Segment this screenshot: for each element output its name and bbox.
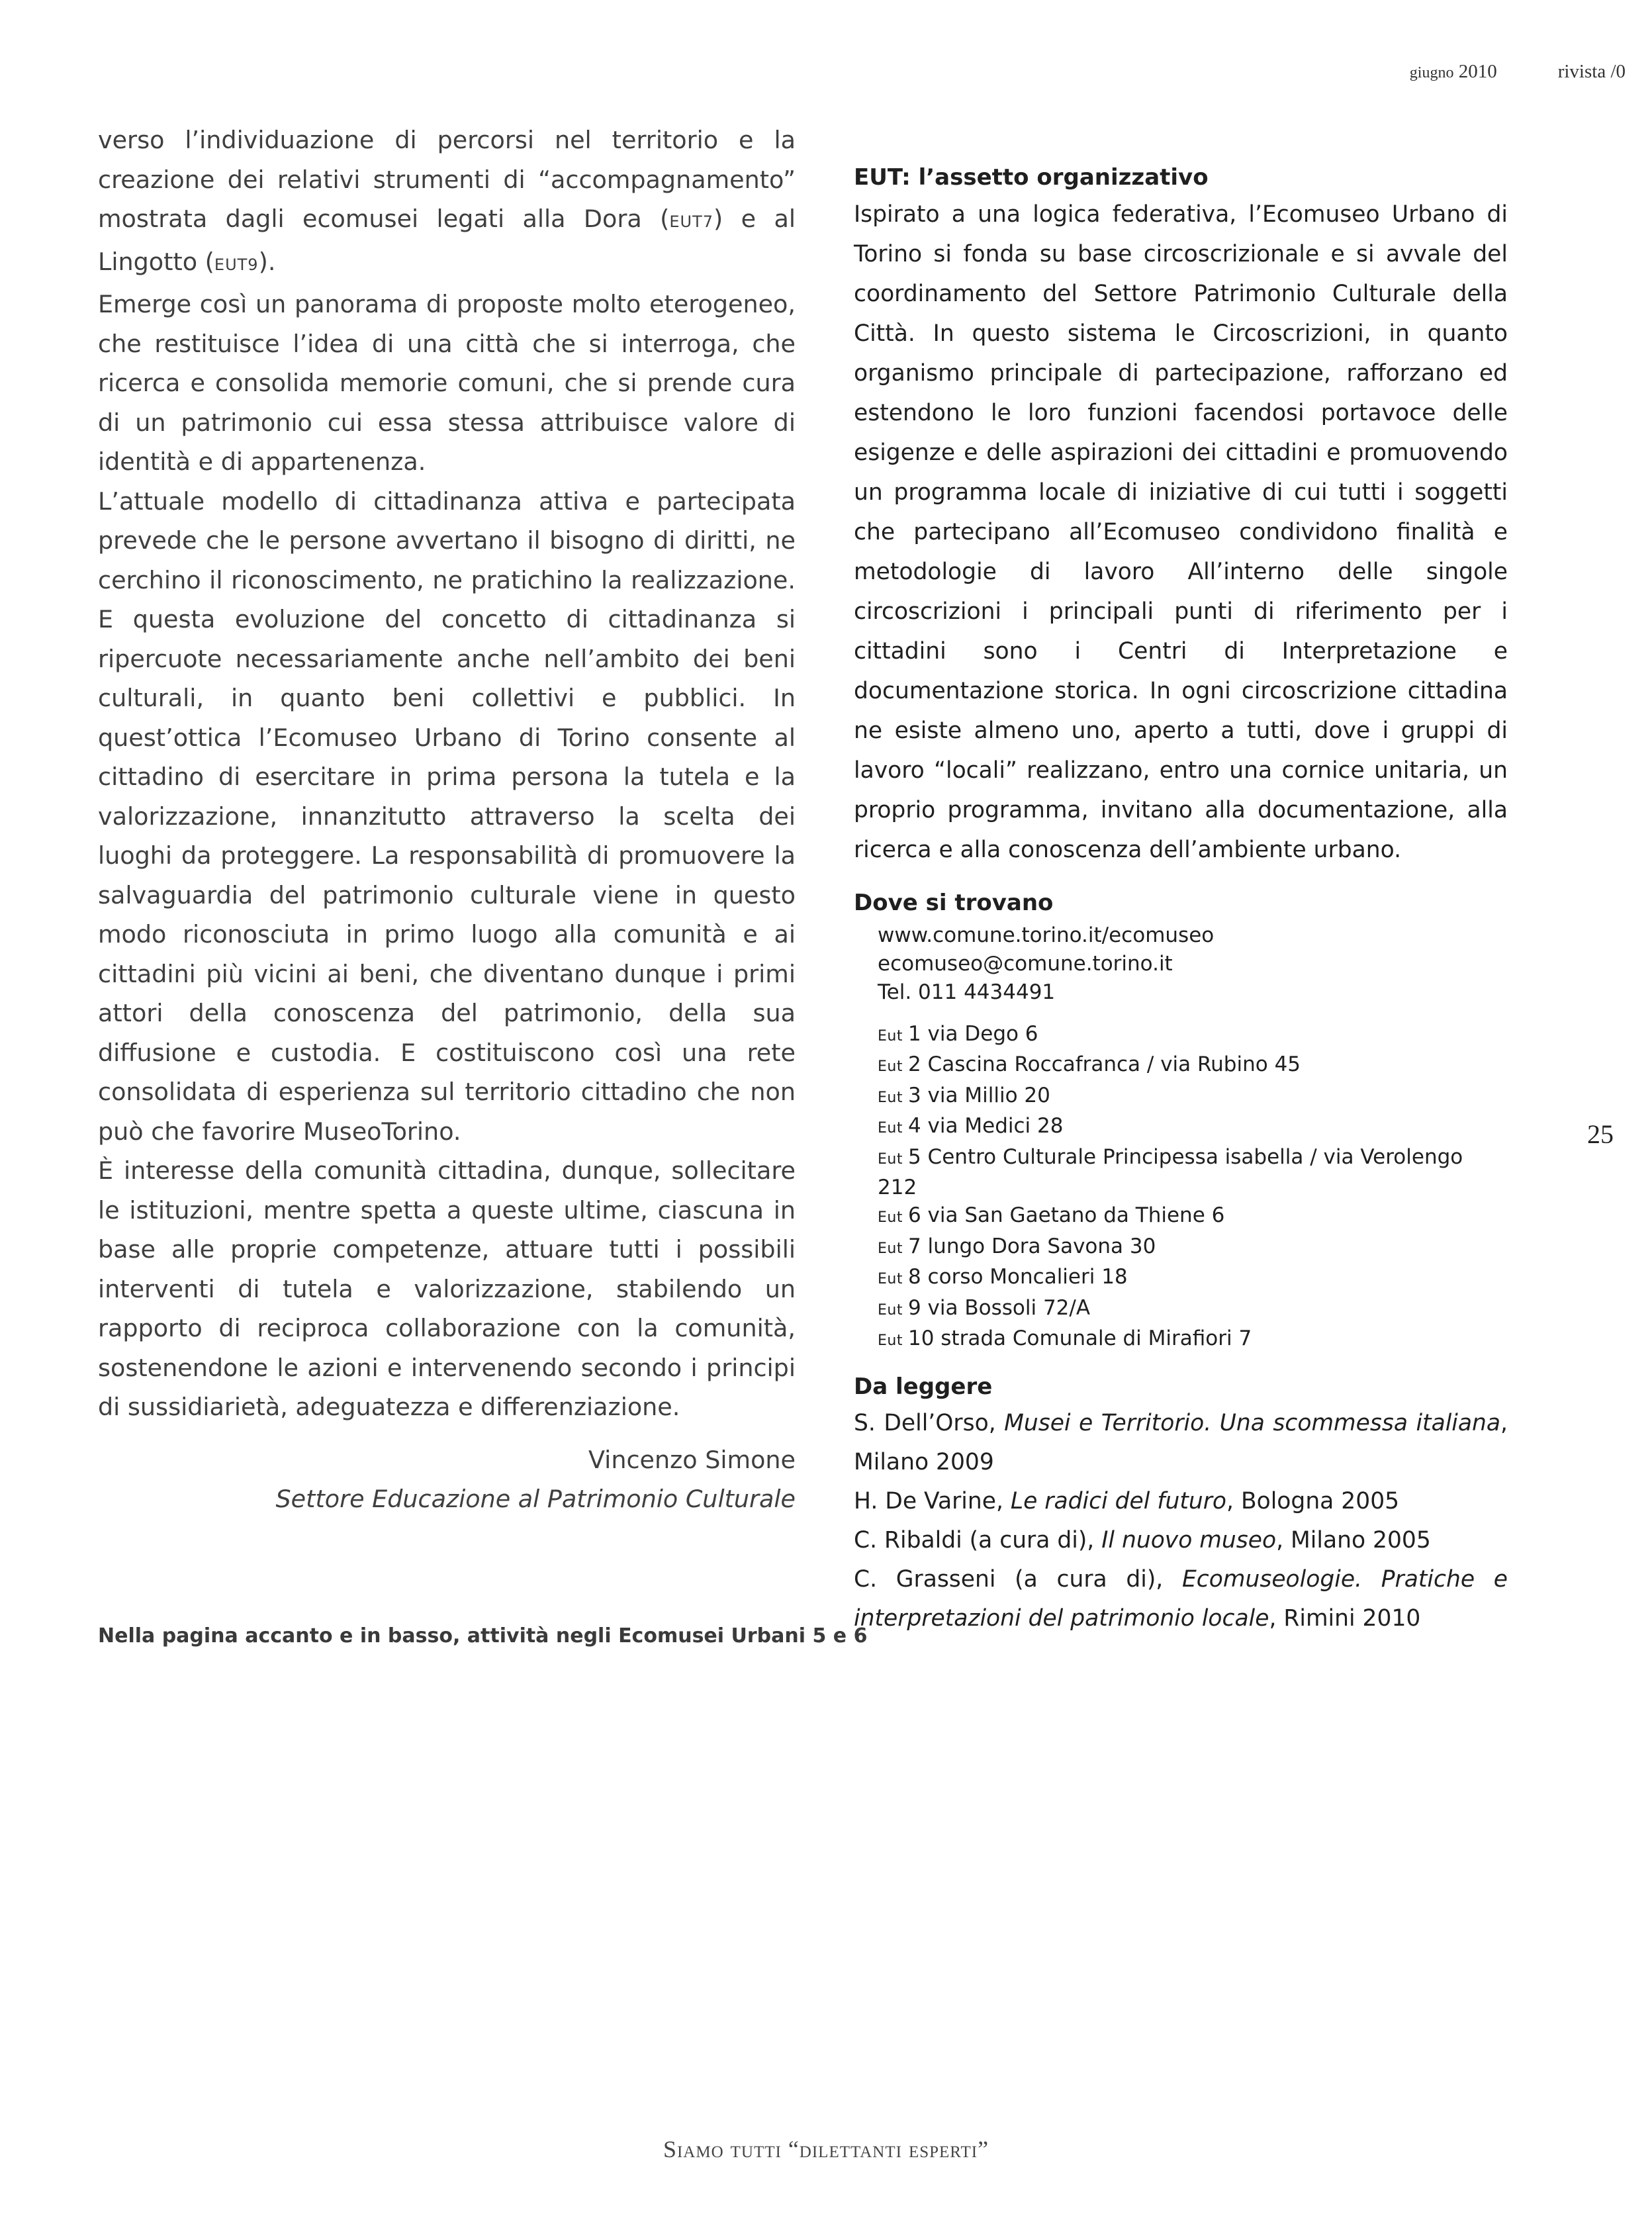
page-number: 25: [1587, 1119, 1614, 1149]
author-signature: [98, 1440, 796, 1519]
photo-caption: Nella pagina accanto e in basso, attività negli Ecomusei Urbani 5 e 6: [98, 1624, 868, 1648]
list-item: Eut 1 via Dego 6: [878, 1022, 1038, 1046]
eut-locations-list: [878, 1020, 1508, 1355]
paragraph-2: Emerge così un panorama di proposte molto eterogeneo, che restituisce l’idea di una città che si interroga, che ricerca e consolida memorie comuni, che si prende cura di un patrimonio cui essa stessa attribuisce valore di identità e di appartenenza.: [98, 290, 796, 476]
bibliography-item: C. Grasseni (a cura di), Ecomuseologie. Pratiche e interpretazioni del patrimonio locale, Rimini 2010: [854, 1566, 1508, 1632]
list-item: Eut 10 strada Comunale di Mirafiori 7: [878, 1326, 1252, 1351]
list-item: Eut 8 corso Moncalieri 18: [878, 1265, 1128, 1289]
list-item: Eut 3 via Millio 20: [878, 1083, 1050, 1107]
section-text-organization: Ispirato a una logica federativa, l’Ecomuseo Urbano di Torino si fonda su base circoscrizionale e si avvale del coordinamento del Settore Patrimonio Culturale della Città. In questo sistema le Circoscrizioni, in quanto organismo principale di partecipazione, rafforzano ed estendono le loro funzioni facendosi portavoce delle esigenze e delle aspirazioni dei cittadini e promuovendo un programma locale di iniziative di cui tutti i soggetti che partecipano all’Ecomuseo condividono finalità e metodologie di lavoro All’interno delle singole circoscrizioni i principali punti di riferimento per i cittadini sono i Centri di Interpretazione e documentazione storica. In ogni circoscrizione cittadina ne esiste almeno uno, aperto a tutti, dove i gruppi di lavoro “locali” realizzano, entro una cornice unitaria, un proprio programma, invitano alla documentazione, alla ricerca e alla conoscenza dell’ambiente urbano.: [854, 201, 1508, 863]
author-name: Vincenzo Simone: [588, 1445, 796, 1474]
paragraph-4: È interesse della comunità cittadina, dunque, sollecitare le istituzioni, mentre spetta a queste ultime, ciascuna in base alle proprie competenze, attuare tutti i possibili interventi di tutela e valorizzazione, stabilendo un rapporto di reciproca collaborazione con la comunità, sostenendone le azioni e intervenendo secondo i principi di sussidiarietà, adeguatezza e differenziazione.: [98, 1156, 796, 1421]
list-item: Eut 2 Cascina Roccafranca / via Rubino 45: [878, 1052, 1301, 1077]
contacts-block: [878, 921, 1508, 1007]
section-title-locations: Dove si trovano: [854, 890, 1054, 916]
author-role: Settore Educazione al Patrimonio Culturale: [275, 1485, 796, 1513]
bibliography-item: H. De Varine, Le radici del futuro, Bologna 2005: [854, 1488, 1400, 1515]
list-item: Eut 5 Centro Culturale Principessa isabella / via Verolengo 212: [878, 1144, 1463, 1200]
section-title-reading: Da leggere: [854, 1373, 993, 1401]
section-title-organization: EUT: l’assetto organizzativo: [854, 164, 1209, 191]
website-link[interactable]: www.comune.torino.it/ecomuseo: [878, 923, 1215, 947]
paragraph-1: verso l’individuazione di percorsi nel territorio e la creazione dei relativi strumenti di “accompagnamento” mostrata dagli ecomusei legati alla Dora (EUT7) e al Lingotto (EUT9).: [98, 126, 796, 276]
info-right-column: [854, 160, 1508, 1638]
issue-label: rivista /0: [1557, 61, 1626, 82]
article-left-column: [98, 120, 796, 1519]
page-header: [1410, 61, 1626, 83]
list-item: Eut 7 lungo Dora Savona 30: [878, 1234, 1156, 1258]
list-item: Eut 9 via Bossoli 72/A: [878, 1295, 1091, 1320]
bibliography-item: S. Dell’Orso, Musei e Territorio. Una scommessa italiana, Milano 2009: [854, 1410, 1508, 1476]
bibliography-list: [854, 1404, 1508, 1638]
issue-date: giugno 2010: [1409, 61, 1497, 82]
bibliography-item: C. Ribaldi (a cura di), Il nuovo museo, Milano 2005: [854, 1527, 1431, 1554]
running-footer: Siamo tutti “dilettanti esperti”: [663, 2136, 989, 2162]
list-item: Eut 4 via Medici 28: [878, 1114, 1064, 1138]
paragraph-3: L’attuale modello di cittadinanza attiva e partecipata prevede che le persone avvertano il bisogno di diritti, ne cerchino il riconoscimento, ne pratichino la realizzazione. E questa evoluzione del concetto di cittadinanza si ripercuote necessariamente anche nell’ambito dei beni culturali, in quanto beni collettivi e pubblici. In quest’ottica l’Ecomuseo Urbano di Torino consente al cittadino di esercitare in prima persona la tutela e la valorizzazione, innanzitutto attraverso la scelta dei luoghi da proteggere. La responsabilità di promuovere la salvaguardia del patrimonio culturale viene in questo modo riconosciuta in primo luogo alla comunità e ai cittadini più vicini ai beni, che diventano dunque i primi attori della conoscenza del patrimonio, della sua diffusione e custodia. E costituiscono così una rete consolidata di esperienza sul territorio cittadino che non può che favorire MuseoTorino.: [98, 487, 796, 1146]
email-link[interactable]: ecomuseo@comune.torino.it: [878, 952, 1173, 976]
phone-number: Tel. 011 4434491: [878, 980, 1056, 1004]
list-item: Eut 6 via San Gaetano da Thiene 6: [878, 1203, 1225, 1228]
